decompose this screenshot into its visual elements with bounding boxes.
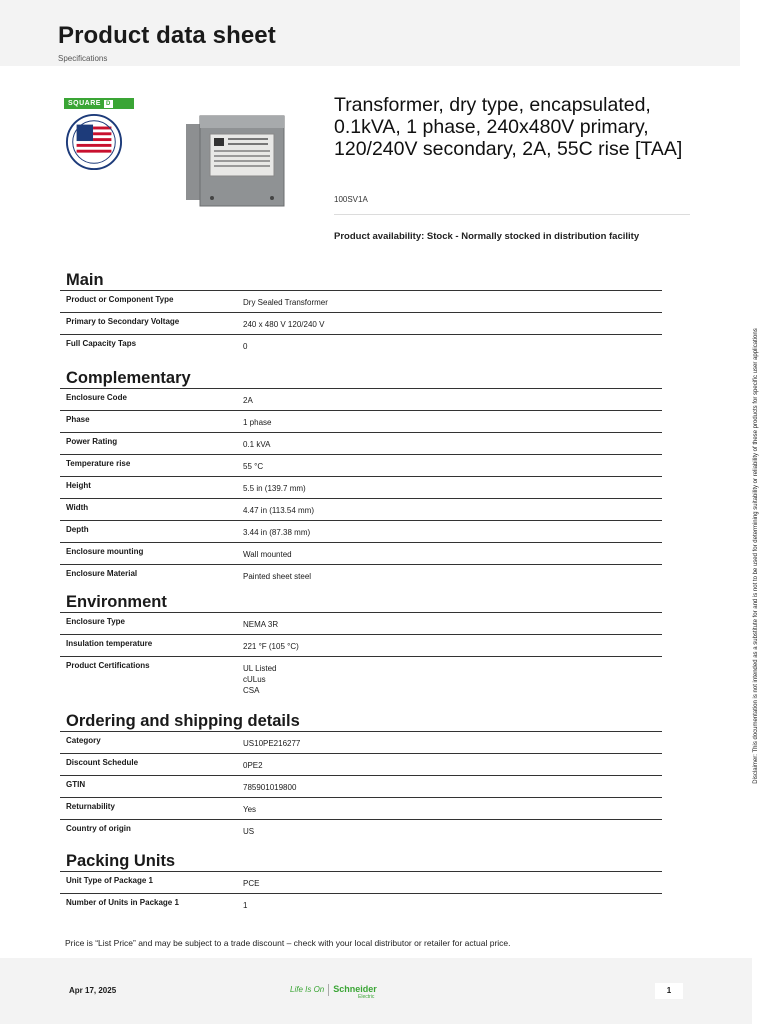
spec-value: 1 phase	[243, 418, 272, 427]
spec-row	[60, 872, 662, 894]
logo-separator	[328, 984, 329, 996]
spec-value: 4.47 in (113.54 mm)	[243, 506, 314, 515]
spec-value	[243, 657, 662, 700]
brand-area	[64, 98, 134, 109]
spec-label: Category	[66, 736, 101, 745]
page-footer	[0, 958, 752, 1024]
spec-row	[60, 477, 662, 499]
spec-label: Enclosure Type	[66, 617, 125, 626]
spec-value: 0PE2	[243, 761, 263, 770]
spec-label: Insulation temperature	[66, 639, 153, 648]
disclaimer: Disclaimer: This documentation is not intended as a substitute for and is not to be used for determining suitability or reliability of these products for specific user applications	[753, 328, 759, 784]
spec-value: NEMA 3R	[243, 620, 279, 629]
spec-row	[60, 776, 662, 798]
electric-text: Electric	[358, 994, 375, 1000]
spec-row	[60, 657, 662, 700]
section-environment	[60, 592, 662, 700]
spec-label: Number of Units in Package 1	[66, 898, 179, 907]
spec-label: Primary to Secondary Voltage	[66, 317, 180, 326]
spec-value: Painted sheet steel	[243, 572, 312, 581]
price-note: Price is “List Price” and may be subject to a trade discount – check with your local distributor or retailer for actual price.	[65, 938, 511, 948]
spec-value: Dry Sealed Transformer	[243, 298, 328, 307]
spec-value: 785901019800	[243, 783, 297, 792]
spec-value: PCE	[243, 879, 260, 888]
certification-item: cULus	[243, 675, 266, 684]
spec-row	[60, 499, 662, 521]
section-title: Main	[60, 270, 662, 291]
life-is-on-text: Life Is On	[290, 985, 325, 995]
spec-label: Discount Schedule	[66, 758, 139, 767]
section-ordering	[60, 711, 662, 841]
spec-label: Returnability	[66, 802, 115, 811]
spec-label: Country of origin	[66, 824, 131, 833]
spec-value: 5.5 in (139.7 mm)	[243, 484, 306, 493]
section-title: Environment	[60, 592, 662, 613]
spec-value: 240 x 480 V 120/240 V	[243, 320, 325, 329]
square-d-logo	[64, 98, 134, 109]
spec-label: Product or Component Type	[66, 295, 174, 304]
spec-row	[60, 433, 662, 455]
spec-value: US10PE216277	[243, 739, 301, 748]
spec-label: Power Rating	[66, 437, 118, 446]
page-number: 1	[655, 983, 683, 999]
spec-value: Wall mounted	[243, 550, 292, 559]
spec-label: Temperature rise	[66, 459, 131, 468]
logo-mark: D	[104, 100, 113, 108]
spec-row	[60, 411, 662, 433]
schneider-text: Schneider	[333, 984, 377, 995]
spec-value: Yes	[243, 805, 257, 814]
page-title: Product data sheet	[58, 22, 276, 49]
spec-row	[60, 335, 662, 356]
footer-date: Apr 17, 2025	[69, 986, 117, 995]
spec-value: 0.1 kVA	[243, 440, 271, 449]
spec-row	[60, 894, 662, 915]
certification-item: UL Listed	[243, 664, 277, 673]
spec-label: Phase	[66, 415, 90, 424]
spec-row	[60, 635, 662, 657]
taa-badge-icon	[65, 113, 123, 171]
product-title: Transformer, dry type, encapsulated, 0.1kVA, 1 phase, 240x480V primary, 120/240V secondary, 2A, 55C rise [TAA]	[334, 94, 683, 160]
product-reference: 100SV1A	[334, 195, 368, 204]
spec-label: Enclosure mounting	[66, 547, 144, 556]
section-title: Ordering and shipping details	[60, 711, 662, 732]
spec-value: 55 °C	[243, 462, 264, 471]
section-title: Packing Units	[60, 851, 662, 872]
page-subtitle: Specifications	[58, 54, 108, 63]
spec-value: 2A	[243, 396, 253, 405]
spec-row	[60, 820, 662, 841]
spec-row	[60, 313, 662, 335]
spec-label: GTIN	[66, 780, 86, 789]
spec-label: Depth	[66, 525, 89, 534]
transformer-product-image	[182, 106, 292, 216]
spec-row	[60, 455, 662, 477]
schneider-logo	[290, 984, 377, 1000]
spec-row	[60, 798, 662, 820]
logo-text: SQUARE	[68, 100, 101, 107]
spec-value: 0	[243, 342, 248, 351]
section-title: Complementary	[60, 368, 662, 389]
spec-value: 221 °F (105 °C)	[243, 642, 299, 651]
product-availability: Product availability: Stock - Normally stocked in distribution facility	[334, 231, 640, 242]
spec-label: Enclosure Code	[66, 393, 127, 402]
certification-item: CSA	[243, 686, 260, 695]
spec-label: Enclosure Material	[66, 569, 138, 578]
section-packing	[60, 851, 662, 915]
spec-row	[60, 732, 662, 754]
spec-value: 1	[243, 901, 248, 910]
spec-label: Unit Type of Package 1	[66, 876, 153, 885]
spec-row	[60, 521, 662, 543]
spec-value: US	[243, 827, 255, 836]
spec-label: Width	[66, 503, 89, 512]
spec-label: Full Capacity Taps	[66, 339, 137, 348]
spec-row	[60, 613, 662, 635]
divider	[334, 214, 690, 215]
spec-label: Height	[66, 481, 91, 490]
spec-row	[60, 291, 662, 313]
spec-row	[60, 543, 662, 565]
section-main	[60, 270, 662, 356]
spec-label: Product Certifications	[66, 661, 150, 670]
spec-row	[60, 754, 662, 776]
spec-row	[60, 565, 662, 586]
spec-value: 3.44 in (87.38 mm)	[243, 528, 311, 537]
page-header	[0, 0, 740, 66]
spec-row	[60, 389, 662, 411]
section-complementary	[60, 368, 662, 586]
